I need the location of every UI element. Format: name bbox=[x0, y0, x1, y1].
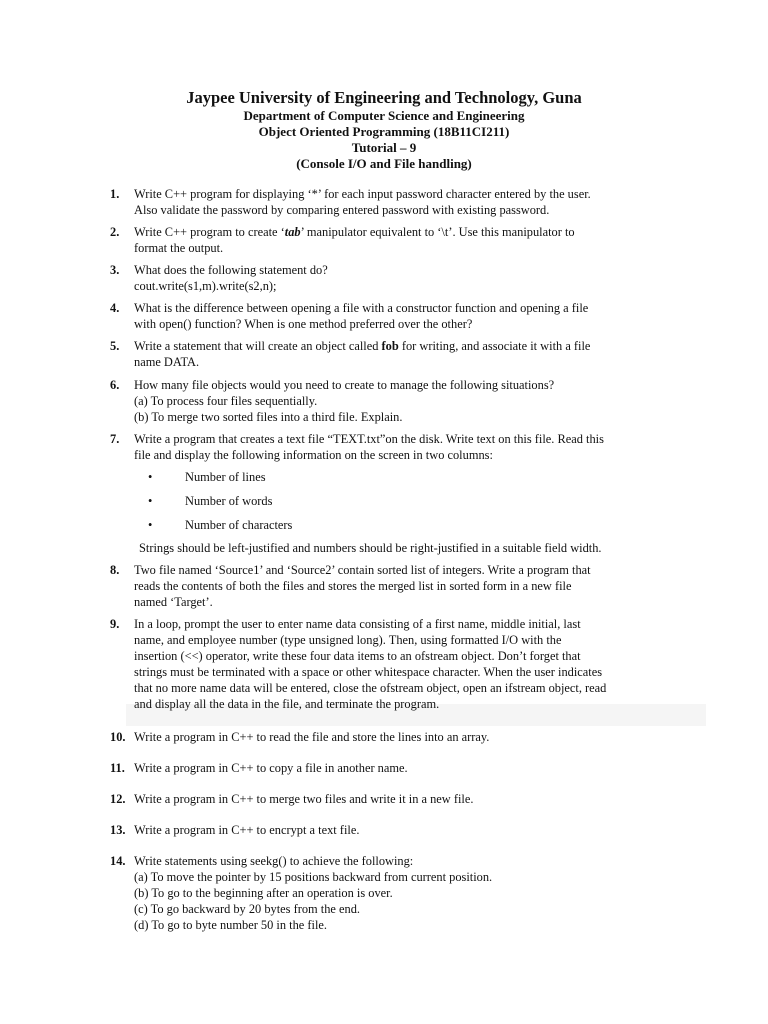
code-statement: cout.write(s1,m).write(s2,n); bbox=[134, 279, 277, 293]
question-number: 7. bbox=[110, 432, 120, 446]
question-text: file and display the following information on the screen in two columns: bbox=[134, 448, 493, 462]
question-number: 11. bbox=[110, 761, 125, 775]
question-number: 3. bbox=[110, 263, 120, 277]
question-text: Write statements using seekg() to achieve the following: bbox=[134, 854, 414, 868]
question-number: 8. bbox=[110, 563, 120, 577]
question-text: Write C++ program for displaying ‘*’ for each input password character entered by the user. bbox=[134, 187, 591, 201]
question-text: Write a program in C++ to read the file and store the lines into an array. bbox=[134, 730, 490, 744]
question-text: name DATA. bbox=[134, 355, 200, 369]
bullet-text: Number of words bbox=[185, 494, 273, 508]
question-text: Two file named ‘Source1’ and ‘Source2’ contain sorted list of integers. Write a program that bbox=[134, 563, 591, 577]
keyword: tab bbox=[284, 225, 301, 239]
question-text: (d) To go to byte number 50 in the file. bbox=[134, 918, 327, 932]
bullet-icon: • bbox=[148, 470, 153, 484]
question-text: strings must be terminated with a space or other whitespace character. When the user indicates bbox=[134, 665, 603, 679]
question-text: (b) To merge two sorted files into a third file. Explain. bbox=[134, 410, 403, 424]
question-number: 12. bbox=[110, 792, 126, 806]
question-number: 9. bbox=[110, 617, 120, 631]
bullet-icon: • bbox=[148, 494, 153, 508]
question-text: and display all the data in the file, and terminate the program. bbox=[134, 697, 440, 711]
question-text: Write C++ program to create ‘ bbox=[134, 225, 285, 239]
question-number: 5. bbox=[110, 339, 120, 353]
question-text: named ‘Target’. bbox=[134, 595, 213, 609]
question-text: format the output. bbox=[134, 241, 224, 255]
department-name: Department of Computer Science and Engineering bbox=[243, 108, 525, 123]
question-text: (b) To go to the beginning after an operation is over. bbox=[134, 886, 393, 900]
question-text: Also validate the password by comparing entered password with existing password. bbox=[134, 203, 550, 217]
question-number: 13. bbox=[110, 823, 126, 837]
question-text: with open() function? When is one method preferred over the other? bbox=[134, 317, 473, 331]
question-text: (a) To process four files sequentially. bbox=[134, 394, 318, 408]
question-text: reads the contents of both the files and stores the merged list in sorted form in a new file bbox=[134, 579, 572, 593]
question-text: for writing, and associate it with a file bbox=[398, 339, 591, 353]
question-text: ’ manipulator equivalent to ‘\t’. Use this manipulator to bbox=[300, 225, 575, 239]
question-text: How many file objects would you need to create to manage the following situations? bbox=[134, 378, 555, 392]
question-text: (a) To move the pointer by 15 positions backward from current position. bbox=[134, 870, 493, 884]
question-number: 10. bbox=[110, 730, 126, 744]
question-number: 1. bbox=[110, 187, 120, 201]
question-text: that no more name data will be entered, close the ofstream object, open an ifstream object, read bbox=[134, 681, 607, 695]
question-text: Write a program in C++ to copy a file in another name. bbox=[134, 761, 408, 775]
bullet-icon: • bbox=[148, 518, 153, 532]
university-title: Jaypee University of Engineering and Technology, Guna bbox=[186, 88, 582, 107]
tutorial-topic: (Console I/O and File handling) bbox=[296, 156, 472, 171]
keyword: fob bbox=[381, 339, 399, 353]
question-text: Write a program in C++ to merge two files and write it in a new file. bbox=[134, 792, 474, 806]
tutorial-number: Tutorial – 9 bbox=[351, 140, 417, 155]
question-number: 2. bbox=[110, 225, 120, 239]
bullet-text: Number of lines bbox=[185, 470, 266, 484]
question-text: What does the following statement do? bbox=[134, 263, 328, 277]
question-number: 14. bbox=[110, 854, 126, 868]
question-text: Write a program that creates a text file “TEXT.txt”on the disk. Write text on this file. Read this bbox=[134, 432, 604, 446]
question-text: insertion (<<) operator, write these four data items to an ofstream object. Don’t forget that bbox=[134, 649, 581, 663]
question-number: 4. bbox=[110, 301, 120, 315]
bullet-text: Number of characters bbox=[185, 518, 293, 532]
course-name: Object Oriented Programming (18B11CI211) bbox=[258, 124, 510, 139]
question-text: Write a program in C++ to encrypt a text file. bbox=[134, 823, 360, 837]
question-number: 6. bbox=[110, 378, 120, 392]
question-text: Write a statement that will create an object called bbox=[134, 339, 382, 353]
question-text: In a loop, prompt the user to enter name data consisting of a first name, middle initial, last bbox=[134, 617, 581, 631]
question-text: What is the difference between opening a file with a constructor function and opening a file bbox=[134, 301, 589, 315]
question-text: name, and employee number (type unsigned long). Then, using formatted I/O with the bbox=[134, 633, 562, 647]
formatting-note: Strings should be left-justified and numbers should be right-justified in a suitable field width. bbox=[139, 541, 602, 555]
question-text: (c) To go backward by 20 bytes from the end. bbox=[134, 902, 361, 916]
